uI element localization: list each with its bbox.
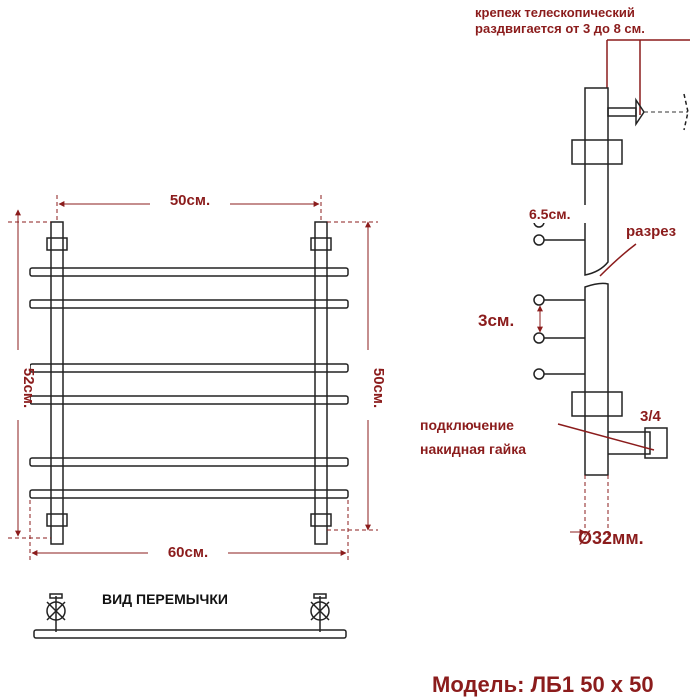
connection-label-line1: подключение <box>420 417 514 433</box>
bar-5 <box>30 458 348 466</box>
pipe-upper <box>585 88 608 275</box>
right-post <box>315 222 327 544</box>
jumper-view-label: ВИД ПЕРЕМЫЧКИ <box>102 591 228 607</box>
front-view <box>6 190 387 561</box>
left-height-label: 52см. <box>20 367 37 409</box>
left-post <box>51 222 63 544</box>
pipe-lower <box>585 283 608 475</box>
bar-ends <box>534 217 585 379</box>
top-width-label: 50см. <box>169 192 211 209</box>
side-clamp-lower <box>572 392 622 416</box>
jumper-bar <box>34 630 346 638</box>
bar-2 <box>30 300 348 308</box>
mount-block-bottom-right <box>311 514 331 526</box>
bar-6 <box>30 490 348 498</box>
bar-3 <box>30 364 348 372</box>
bar-1 <box>30 268 348 276</box>
model-label: Модель: ЛБ1 50 х 50 <box>432 672 654 697</box>
mount-block-top-left <box>47 238 67 250</box>
bar-4 <box>30 396 348 404</box>
mount-label-line2: раздвигается от 3 до 8 см. <box>475 21 645 36</box>
side-view <box>420 5 690 548</box>
bottom-width-label: 60см. <box>167 544 209 561</box>
bar-spacing-label: 6.5см. <box>529 206 571 222</box>
cut-label: разрез <box>626 223 677 240</box>
thread-label: 3/4 <box>640 408 661 425</box>
mount-block-top-right <box>311 238 331 250</box>
mount-block-bottom-left <box>47 514 67 526</box>
side-clamp-upper <box>572 140 622 164</box>
connection-label-line2: накидная гайка <box>420 441 527 457</box>
mount-label-line1: крепеж телескопический <box>475 5 635 20</box>
pin-spacing-label: 3см. <box>478 311 515 330</box>
right-height-label: 50см. <box>370 367 387 409</box>
jumper-view <box>34 591 346 638</box>
diameter-label: Ø32мм. <box>578 528 644 548</box>
